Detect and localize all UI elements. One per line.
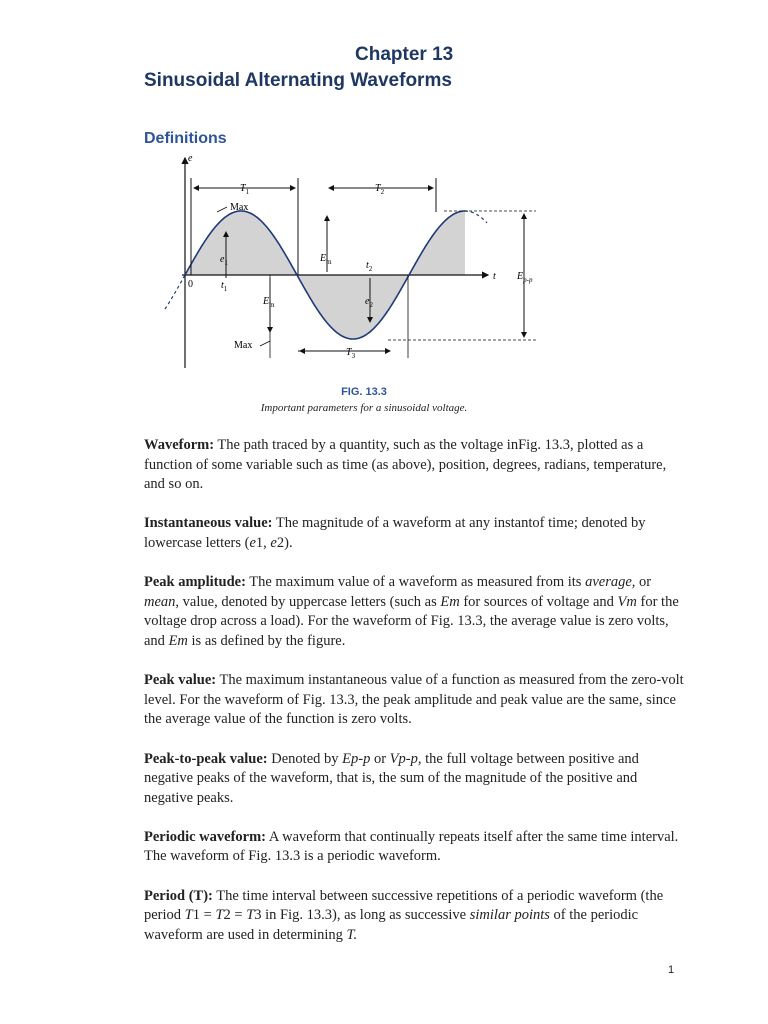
sine-wave-extension-right (465, 211, 487, 223)
definition-text: value, denoted by uppercase letters (such as (179, 593, 441, 610)
figure-caption: Important parameters for a sinusoidal voltage. (260, 402, 468, 414)
definition-text: of the periodic waveform are used in determining (144, 907, 639, 943)
definition-paragraph (144, 514, 684, 553)
definition-paragraph (144, 887, 684, 946)
sine-wave-diagram (160, 150, 560, 375)
definition-text: T. (346, 926, 358, 943)
label-max-top: Max (230, 202, 249, 213)
wave-lobe-fill (185, 211, 297, 275)
definition-text: the full voltage between positive and negative peaks of the waveform, that is, the sum of the magnitude of the positive and negative peaks. (144, 750, 639, 806)
definition-term: Peak amplitude: (144, 574, 246, 591)
definition-term: Waveform: (144, 437, 215, 453)
label-t1: $t_1$ (221, 280, 228, 293)
definition-text: or (370, 750, 390, 767)
definition-text: Em (440, 593, 460, 610)
definition-term: Peak-to-peak value: (144, 750, 268, 767)
definition-term: Instantaneous value: (144, 515, 273, 532)
section-heading: Definitions (144, 130, 227, 147)
chapter-title: Sinusoidal Alternating Waveforms (144, 70, 452, 91)
label-t2: $t_2$ (366, 260, 373, 273)
label-T1: $T_1$ (240, 183, 250, 196)
wave-lobe-fill (297, 275, 409, 339)
label-em-negative: $E_m$ (263, 296, 275, 309)
label-e1: $e_1$ (220, 254, 228, 267)
definition-text: e (249, 534, 256, 551)
label-T3: $T_3$ (346, 347, 356, 360)
origin-label: 0 (188, 279, 193, 290)
label-e2: $e_2$ (365, 296, 373, 309)
max-top-pointer (217, 207, 227, 212)
definition-text: The path traced by a quantity, such as the voltage inFig. 13.3, plotted as a function of some variable such as time (as above), position, degrees, radians, temperature, and so on. (144, 437, 667, 493)
definition-text: Vm (617, 593, 637, 610)
figure-number: FIG. 13.3 (341, 386, 387, 398)
axis-label-t: t (493, 271, 496, 282)
definition-text: Ep-p (342, 750, 371, 767)
definition-text: T (246, 907, 255, 924)
definition-text: The maximum instantaneous value of a function as measured from the zero-volt level. For the waveform of Fig. 13.3, the peak amplitude and peak value are the same, since the average value of the function is zero volts. (144, 672, 684, 728)
definition-term: Peak value: (144, 672, 217, 689)
definition-paragraph (144, 828, 684, 867)
definition-text: similar points (469, 907, 550, 924)
label-epp: $E_{p-p}$ (517, 271, 533, 284)
definition-text: The time interval between successive repetitions of a periodic waveform (the period (144, 887, 664, 924)
definition-text: for the voltage drop across a load). For the waveform of Fig. 13.3, the average value is zero volts, and (144, 593, 679, 649)
definition-text: 2). (276, 534, 293, 551)
definition-text: 2 = (223, 907, 247, 924)
max-bottom-pointer (260, 341, 270, 346)
definition-text: Vp-p, (389, 750, 422, 767)
definitions-list (144, 436, 684, 965)
sine-wave-extension-left (165, 275, 185, 309)
definition-text: or (635, 574, 652, 591)
definition-text: Em (168, 632, 188, 649)
definition-text: T (215, 907, 224, 924)
definition-text: for sources of voltage and (459, 593, 618, 610)
sine-wave-figure (160, 150, 560, 375)
definition-paragraph (144, 750, 684, 809)
label-T2: $T_2$ (375, 183, 385, 196)
definition-text: The magnitude of a waveform at any instantof time; denoted by lowercase letters ( (144, 515, 646, 551)
definition-text: T (184, 907, 193, 924)
definition-paragraph (144, 671, 684, 730)
label-max-bottom: Max (234, 340, 253, 351)
definition-text: Denoted by (267, 750, 343, 767)
definition-text: e (270, 534, 277, 551)
axis-label-e: e (188, 153, 193, 164)
page-number: 1 (668, 964, 675, 976)
definition-text: 1, (255, 534, 271, 551)
definition-text: 1 = (192, 907, 216, 924)
label-em-positive: $E_m$ (320, 253, 332, 266)
definition-text: mean, (144, 593, 180, 610)
definition-text: average, (585, 574, 636, 591)
definition-text: The maximum value of a waveform as measured from its (245, 574, 586, 591)
definition-term: Period (T): (144, 887, 213, 904)
definition-paragraph (144, 436, 684, 495)
definition-text: 3 in Fig. 13.3), as long as successive (254, 907, 470, 924)
definition-paragraph (144, 573, 684, 651)
definition-text: A waveform that continually repeats itself after the same time interval. The waveform of Fig. 13.3 is a periodic waveform. (144, 828, 679, 865)
definition-text: is as defined by the figure. (187, 632, 346, 649)
chapter-number: Chapter 13 (355, 44, 454, 65)
definition-term: Periodic waveform: (144, 828, 266, 845)
wave-lobe-fill (409, 211, 465, 275)
